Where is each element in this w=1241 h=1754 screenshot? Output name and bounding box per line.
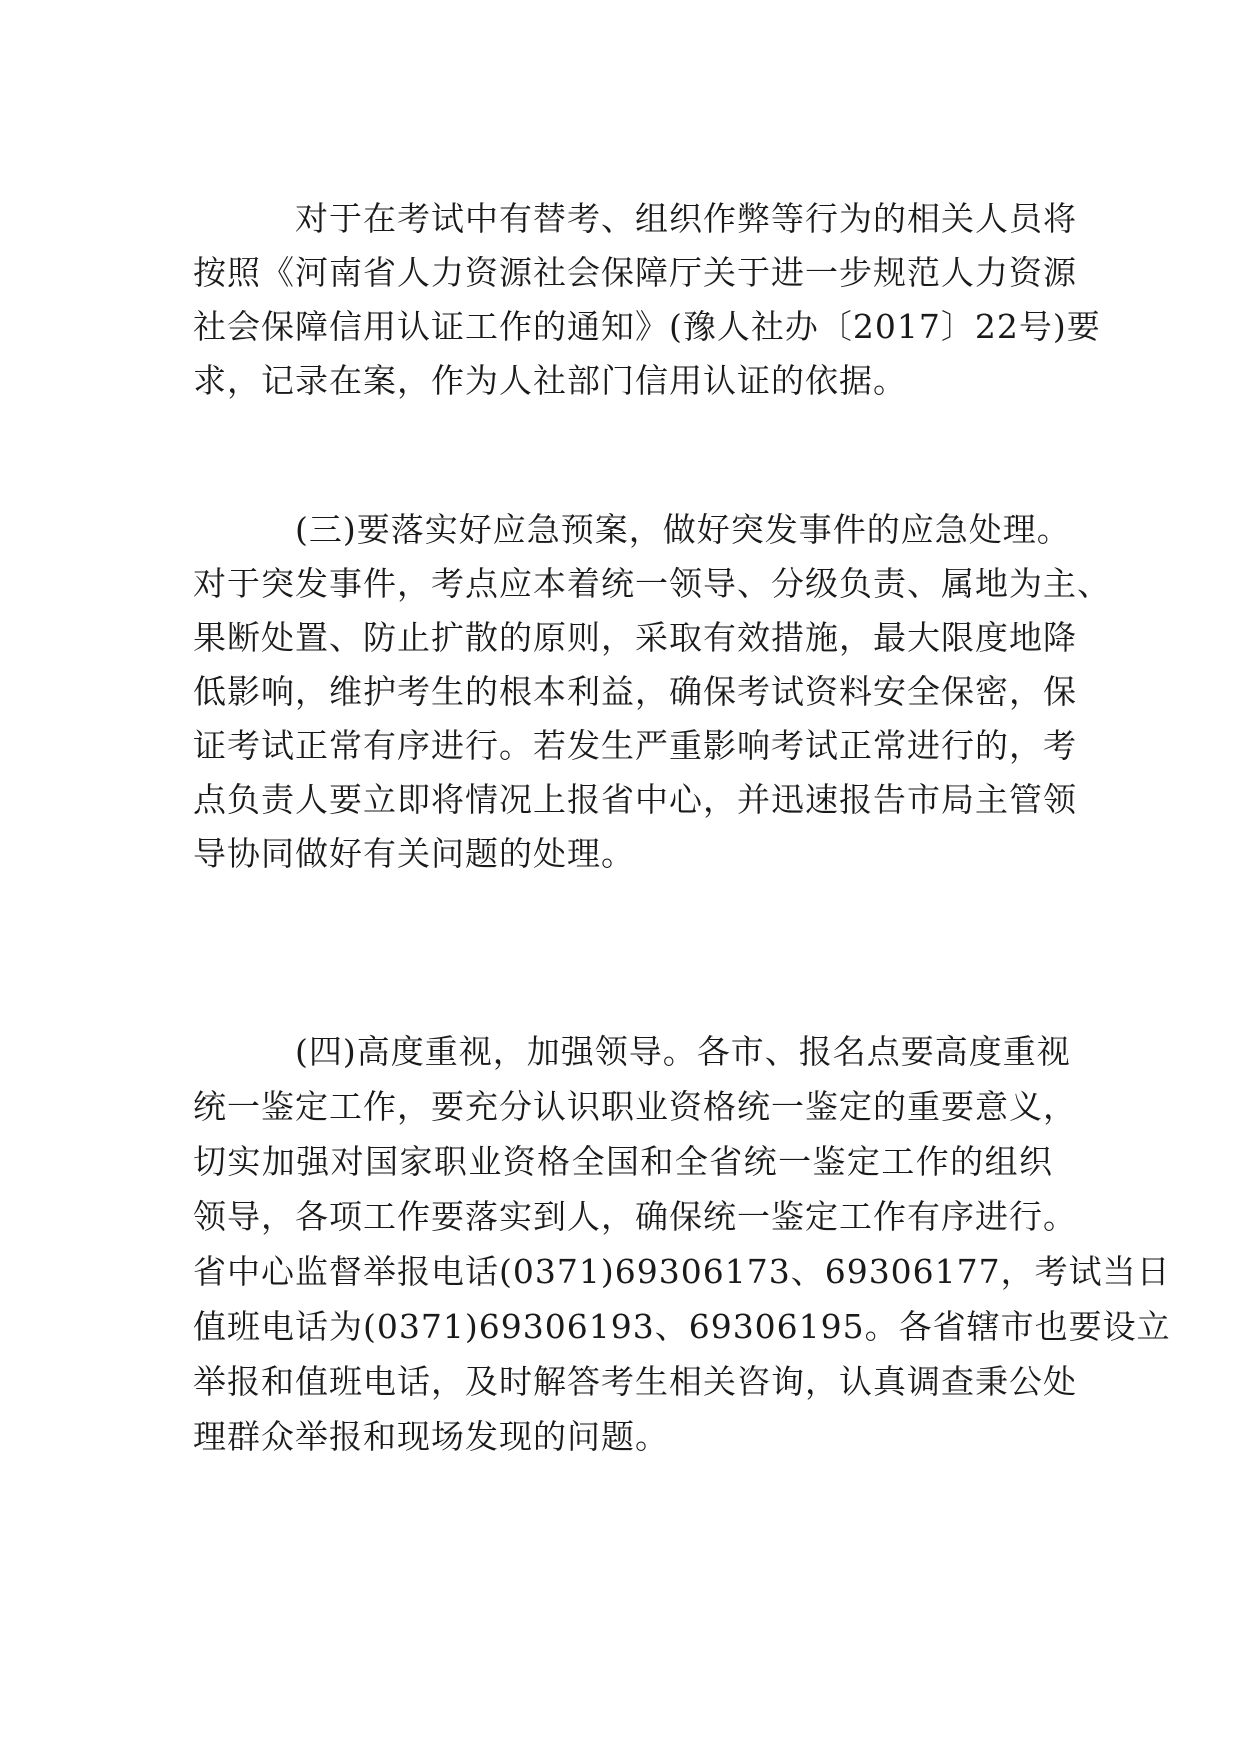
paragraph-line: 按照《河南省人力资源社会保障厅关于进一步规范人力资源 xyxy=(193,253,1077,292)
paragraph-line: 导协同做好有关问题的处理。 xyxy=(193,834,635,873)
paragraph-line: 切实加强对国家职业资格全国和全省统一鉴定工作的组织 xyxy=(193,1142,1053,1181)
paragraph-line: 举报和值班电话，及时解答考生相关咨询，认真调查秉公处 xyxy=(193,1362,1077,1401)
paragraph-line: 省中心监督举报电话(0371)69306173、69306177，考试当日 xyxy=(193,1252,1171,1291)
paragraph-line: 果断处置、防止扩散的原则，采取有效措施，最大限度地降 xyxy=(193,618,1077,657)
paragraph-line: 求，记录在案，作为人社部门信用认证的依据。 xyxy=(193,361,907,400)
paragraph-line: 证考试正常有序进行。若发生严重影响考试正常进行的，考 xyxy=(193,726,1077,765)
paragraph-line: 领导，各项工作要落实到人，确保统一鉴定工作有序进行。 xyxy=(193,1197,1077,1236)
paragraph-line: 对于在考试中有替考、组织作弊等行为的相关人员将 xyxy=(295,199,1077,238)
paragraph-line: 点负责人要立即将情况上报省中心，并迅速报告市局主管领 xyxy=(193,780,1077,819)
paragraph-line: (四)高度重视，加强领导。各市、报名点要高度重视 xyxy=(295,1032,1071,1071)
paragraph-line: 值班电话为(0371)69306193、69306195。各省辖市也要设立 xyxy=(193,1307,1171,1346)
paragraph-line: 低影响，维护考生的根本利益，确保考试资料安全保密，保 xyxy=(193,672,1077,711)
paragraph-line: (三)要落实好应急预案，做好突发事件的应急处理。 xyxy=(295,510,1071,549)
paragraph-line: 统一鉴定工作，要充分认识职业资格统一鉴定的重要意义， xyxy=(193,1087,1077,1126)
paragraph-line: 理群众举报和现场发现的问题。 xyxy=(193,1417,669,1456)
paragraph-line: 社会保障信用认证工作的通知》(豫人社办〔2017〕22号)要 xyxy=(193,307,1101,346)
paragraph-line: 对于突发事件，考点应本着统一领导、分级负责、属地为主、 xyxy=(193,564,1111,603)
